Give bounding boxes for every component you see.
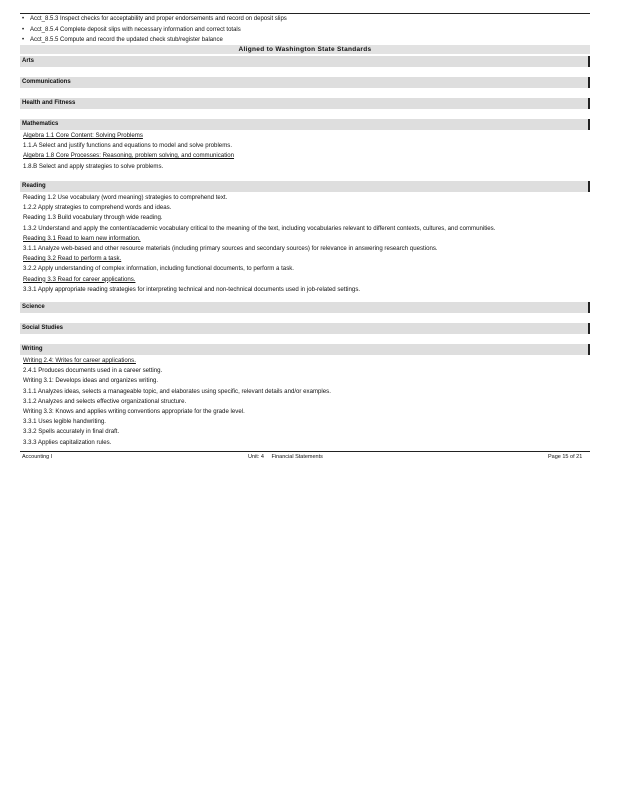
standard-heading: Algebra 1.1 Core Content: Solving Problems bbox=[23, 132, 143, 139]
section-heading: Communications bbox=[20, 77, 590, 88]
standard-heading: Reading 3.1 Read to learn new information. bbox=[23, 234, 141, 242]
section-heading: Arts bbox=[20, 56, 590, 67]
standard-heading: Algebra 1.8 Core Processes: Reasoning, problem solving, and communication bbox=[23, 152, 235, 160]
standard-heading: Writing 2.4: Writes for career applications. bbox=[23, 357, 136, 364]
standard-line: 2.4.1 Produces documents used in a career setting. bbox=[23, 367, 163, 375]
section-heading: Social Studies bbox=[20, 323, 590, 334]
section-writing bbox=[20, 344, 590, 448]
footer-unit: Unit: 4 Financial Statements bbox=[248, 454, 323, 460]
standard-line: 1.1.A Select and justify functions and equations to model and solve problems. bbox=[23, 142, 233, 150]
footer-page-number: Page 15 of 21 bbox=[548, 454, 583, 460]
standard-line: 3.1.2 Analyzes and selects effective organizational structure. bbox=[23, 397, 187, 405]
standard-heading: Writing 3.3: Knows and applies writing conventions appropriate for the grade level. bbox=[23, 408, 245, 416]
section-communications bbox=[20, 77, 590, 88]
section-heading: Reading bbox=[20, 181, 590, 192]
standard-line: 1.8.B Select and apply strategies to solve problems. bbox=[23, 162, 164, 170]
standard-line: 3.1.1 Analyze web-based and other resource materials (including primary sources and secondary sources) for relevance in answering research questions. bbox=[23, 245, 438, 253]
footer-course: Accounting I bbox=[22, 454, 53, 460]
bullet-item: • Acct_8.5.4 Complete deposit slips with necessary information and correct totals bbox=[22, 25, 582, 36]
section-social-studies bbox=[20, 323, 590, 334]
standard-line: 3.2.2 Apply understanding of complex information, including functional documents, to perform a task. bbox=[23, 265, 294, 273]
standard-heading: Reading 3.2 Read to perform a task. bbox=[23, 255, 122, 263]
footer-rule bbox=[20, 451, 590, 452]
standard-line: 1.2.2 Apply strategies to comprehend words and ideas. bbox=[23, 204, 172, 212]
section-arts bbox=[20, 56, 590, 67]
standard-line: 3.3.1 Apply appropriate reading strategies for interpreting technical and non-technical documents used in job-related settings. bbox=[23, 285, 361, 293]
section-reading bbox=[20, 181, 590, 295]
standard-line: 1.3.2 Understand and apply the content/academic vocabulary critical to the meaning of the text, including vocabularies relevant to different contexts, cultures, and communities. bbox=[23, 224, 496, 232]
section-heading: Health and Fitness bbox=[20, 98, 590, 109]
standard-line: 3.3.3 Applies capitalization rules. bbox=[23, 438, 112, 446]
standard-line: 3.1.1 Analyzes ideas, selects a manageable topic, and elaborates using specific, relevant details and/or examples. bbox=[23, 387, 331, 395]
standard-heading: Reading 1.3 Build vocabulary through wide reading. bbox=[23, 214, 163, 222]
standard-line: 3.3.2 Spells accurately in final draft. bbox=[23, 428, 120, 436]
bullet-item: • Acct_8.5.3 Inspect checks for acceptability and proper endorsements and record on deposit slips bbox=[22, 14, 582, 25]
standard-heading: Writing 3.1: Develops ideas and organizes writing. bbox=[23, 377, 159, 385]
section-mathematics bbox=[20, 119, 590, 172]
section-heading: Writing bbox=[20, 344, 590, 355]
aligned-standards-title: Aligned to Washington State Standards bbox=[20, 45, 590, 54]
standard-heading: Reading 1.2 Use vocabulary (word meaning) strategies to comprehend text. bbox=[23, 194, 228, 201]
standard-heading: Reading 3.3 Read for career applications. bbox=[23, 275, 136, 283]
section-heading: Mathematics bbox=[20, 119, 590, 130]
section-heading: Science bbox=[20, 302, 590, 313]
bullet-item: • Acct_8.5.5 Compute and record the updated check stub/register balance bbox=[22, 35, 582, 46]
section-health-fitness bbox=[20, 98, 590, 109]
standards-bullet-list bbox=[22, 14, 582, 46]
standard-line: 3.3.1 Uses legible handwriting. bbox=[23, 418, 106, 426]
section-science bbox=[20, 302, 590, 313]
